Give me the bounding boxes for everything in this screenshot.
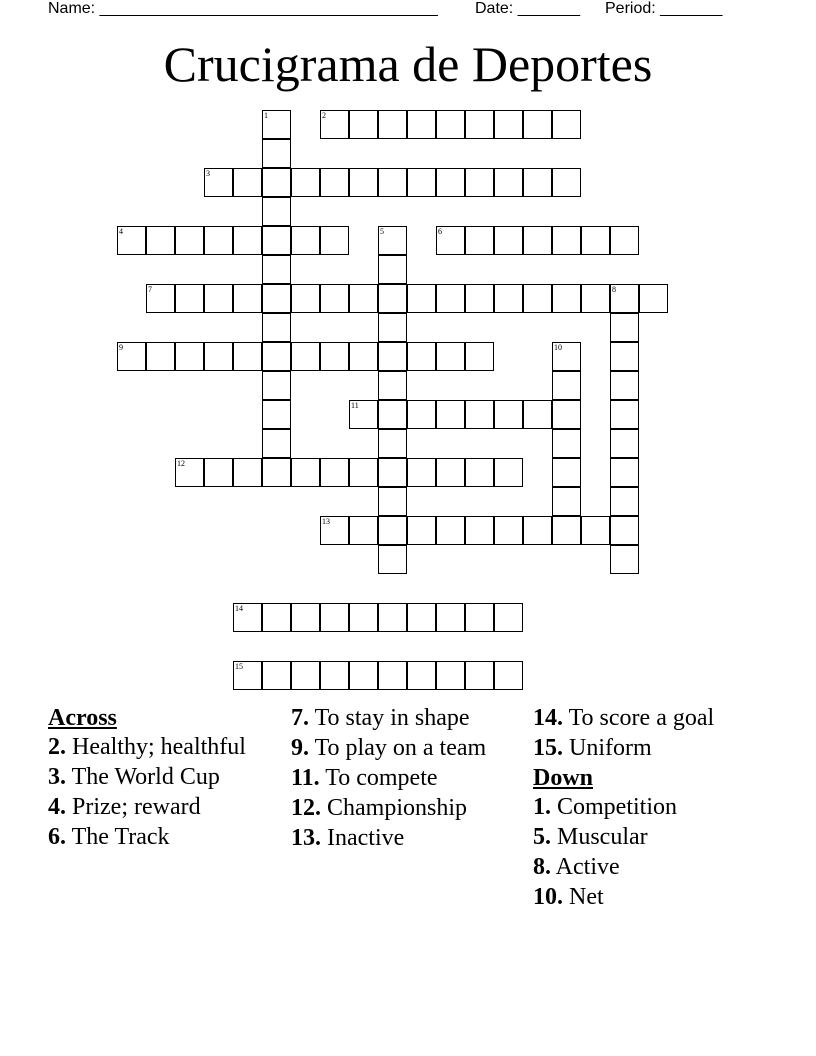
crossword-cell[interactable]	[175, 284, 204, 313]
crossword-cell[interactable]	[320, 342, 349, 371]
crossword-cell[interactable]	[465, 168, 494, 197]
crossword-cell[interactable]	[523, 168, 552, 197]
clue-number: 5	[380, 227, 384, 236]
crossword-cell[interactable]	[552, 429, 581, 458]
crossword-cell[interactable]	[494, 458, 523, 487]
crossword-cell[interactable]	[494, 603, 523, 632]
clue-number: 12	[177, 459, 185, 468]
crossword-cell[interactable]	[291, 342, 320, 371]
crossword-cell[interactable]	[320, 603, 349, 632]
crossword-cell[interactable]	[262, 255, 291, 284]
clue-across-7: 7. To stay in shape	[291, 705, 470, 731]
crossword-cell[interactable]	[610, 284, 639, 313]
crossword-cell[interactable]	[523, 400, 552, 429]
clue-across-11: 11. To compete	[291, 765, 438, 791]
crossword-cell[interactable]	[262, 458, 291, 487]
crossword-cell[interactable]	[552, 284, 581, 313]
crossword-cell[interactable]	[378, 313, 407, 342]
crossword-cell[interactable]	[262, 429, 291, 458]
crossword-cell[interactable]	[262, 168, 291, 197]
crossword-cell[interactable]	[552, 226, 581, 255]
crossword-cell[interactable]	[407, 284, 436, 313]
crossword-cell[interactable]	[320, 226, 349, 255]
crossword-cell[interactable]	[465, 226, 494, 255]
crossword-cell[interactable]	[262, 342, 291, 371]
crossword-cell[interactable]	[465, 110, 494, 139]
clue-number: 3	[206, 169, 210, 178]
clue-number: 4	[119, 227, 123, 236]
crossword-cell[interactable]	[610, 516, 639, 545]
crossword-cell[interactable]	[378, 110, 407, 139]
crossword-cell[interactable]	[436, 458, 465, 487]
name-field[interactable]: Name: ______________________________________	[48, 0, 438, 17]
crossword-cell[interactable]	[378, 487, 407, 516]
crossword-cell[interactable]	[610, 429, 639, 458]
crossword-cell[interactable]	[436, 168, 465, 197]
crossword-cell[interactable]	[204, 226, 233, 255]
clue-number: 15	[235, 662, 243, 671]
crossword-cell[interactable]	[610, 458, 639, 487]
clue-down-8: 8. Active	[533, 854, 620, 880]
crossword-cell[interactable]	[494, 516, 523, 545]
crossword-cell[interactable]	[349, 168, 378, 197]
crossword-cell[interactable]	[407, 458, 436, 487]
crossword-cell[interactable]	[291, 661, 320, 690]
crossword-cell[interactable]	[349, 661, 378, 690]
crossword-cell[interactable]	[581, 226, 610, 255]
crossword-cell[interactable]	[465, 603, 494, 632]
crossword-cell[interactable]	[349, 603, 378, 632]
clue-column-1	[48, 704, 248, 853]
clue-across-12: 12. Championship	[291, 795, 468, 821]
crossword-cell[interactable]	[639, 284, 668, 313]
crossword-cell[interactable]	[320, 284, 349, 313]
crossword-cell[interactable]	[349, 400, 378, 429]
crossword-cell[interactable]	[204, 168, 233, 197]
crossword-cell[interactable]	[233, 458, 262, 487]
crossword-cell[interactable]	[465, 400, 494, 429]
crossword-cell[interactable]	[233, 603, 262, 632]
crossword-cell[interactable]	[436, 516, 465, 545]
crossword-cell[interactable]	[610, 371, 639, 400]
crossword-cell[interactable]	[465, 458, 494, 487]
crossword-cell[interactable]	[117, 226, 146, 255]
crossword-cell[interactable]	[233, 661, 262, 690]
crossword-cell[interactable]	[204, 458, 233, 487]
crossword-cell[interactable]	[407, 661, 436, 690]
crossword-cell[interactable]	[407, 110, 436, 139]
crossword-cell[interactable]	[175, 226, 204, 255]
crossword-cell[interactable]	[378, 168, 407, 197]
crossword-cell[interactable]	[523, 516, 552, 545]
crossword-cell[interactable]	[320, 661, 349, 690]
crossword-cell[interactable]	[378, 371, 407, 400]
clue-column-3	[533, 704, 733, 913]
crossword-cell[interactable]	[610, 226, 639, 255]
crossword-cell[interactable]	[291, 458, 320, 487]
clue-number: 9	[119, 343, 123, 352]
crossword-cell[interactable]	[552, 168, 581, 197]
crossword-cell[interactable]	[233, 284, 262, 313]
crossword-cell[interactable]	[494, 226, 523, 255]
period-field[interactable]: Period: _______	[605, 0, 723, 17]
crossword-cell[interactable]	[552, 487, 581, 516]
clue-across-14: 14. To score a goal	[533, 705, 715, 731]
crossword-cell[interactable]	[436, 110, 465, 139]
crossword-cell[interactable]	[349, 458, 378, 487]
clue-across-13: 13. Inactive	[291, 825, 405, 851]
crossword-cell[interactable]	[581, 284, 610, 313]
clue-number: 11	[351, 401, 359, 410]
page-title: Crucigrama de Deportes	[163, 36, 653, 92]
crossword-cell[interactable]	[378, 458, 407, 487]
crossword-cell[interactable]	[349, 516, 378, 545]
crossword-cell[interactable]	[523, 110, 552, 139]
crossword-cell[interactable]	[407, 342, 436, 371]
crossword-cell[interactable]	[262, 313, 291, 342]
crossword-cell[interactable]	[610, 313, 639, 342]
crossword-cell[interactable]	[378, 661, 407, 690]
crossword-cell[interactable]	[523, 284, 552, 313]
crossword-cell[interactable]	[378, 429, 407, 458]
clue-number: 7	[148, 285, 152, 294]
crossword-cell[interactable]	[291, 603, 320, 632]
crossword-cell[interactable]	[291, 284, 320, 313]
crossword-cell[interactable]	[175, 342, 204, 371]
crossword-cell[interactable]	[407, 516, 436, 545]
date-field[interactable]: Date: _______	[475, 0, 580, 17]
crossword-cell[interactable]	[262, 226, 291, 255]
crossword-cell[interactable]	[146, 342, 175, 371]
crossword-cell[interactable]	[320, 110, 349, 139]
clue-down-1: 1. Competition	[533, 794, 677, 820]
crossword-cell[interactable]	[146, 226, 175, 255]
crossword-cell[interactable]	[262, 110, 291, 139]
crossword-cell[interactable]	[581, 516, 610, 545]
crossword-cell[interactable]	[291, 168, 320, 197]
crossword-cell[interactable]	[378, 545, 407, 574]
crossword-cell[interactable]	[610, 487, 639, 516]
crossword-cell[interactable]	[552, 371, 581, 400]
crossword-cell[interactable]	[610, 342, 639, 371]
crossword-cell[interactable]	[204, 284, 233, 313]
crossword-cell[interactable]	[465, 661, 494, 690]
crossword-cell[interactable]	[233, 226, 262, 255]
clue-across-4: 4. Prize; reward	[48, 794, 201, 820]
clue-number: 14	[235, 604, 243, 613]
crossword-cell[interactable]	[436, 284, 465, 313]
crossword-cell[interactable]	[465, 342, 494, 371]
crossword-cell[interactable]	[262, 661, 291, 690]
crossword-cell[interactable]	[320, 168, 349, 197]
clue-across-3: 3. The World Cup	[48, 764, 220, 790]
crossword-cell[interactable]	[233, 168, 262, 197]
across-heading: Across	[48, 705, 117, 731]
clue-down-5: 5. Muscular	[533, 824, 648, 850]
clue-across-9: 9. To play on a team	[291, 735, 487, 761]
clue-number: 10	[554, 343, 562, 352]
crossword-cell[interactable]	[378, 342, 407, 371]
clue-number: 2	[322, 111, 326, 120]
crossword-cell[interactable]	[552, 342, 581, 371]
crossword-cell[interactable]	[552, 110, 581, 139]
crossword-cell[interactable]	[552, 458, 581, 487]
crossword-cell[interactable]	[262, 603, 291, 632]
crossword-cell[interactable]	[378, 226, 407, 255]
crossword-cell[interactable]	[262, 284, 291, 313]
clue-across-2: 2. Healthy; healthful	[48, 734, 246, 760]
crossword-cell[interactable]	[436, 603, 465, 632]
crossword-cell[interactable]	[291, 226, 320, 255]
crossword-cell[interactable]	[349, 110, 378, 139]
crossword-cell[interactable]	[436, 226, 465, 255]
crossword-cell[interactable]	[494, 400, 523, 429]
clue-number: 8	[612, 285, 616, 294]
crossword-cell[interactable]	[378, 400, 407, 429]
crossword-cell[interactable]	[436, 661, 465, 690]
crossword-cell[interactable]	[175, 458, 204, 487]
crossword-cell[interactable]	[465, 284, 494, 313]
clue-number: 6	[438, 227, 442, 236]
crossword-cell[interactable]	[494, 284, 523, 313]
crossword-cell[interactable]	[378, 516, 407, 545]
crossword-cell[interactable]	[494, 168, 523, 197]
crossword-cell[interactable]	[552, 516, 581, 545]
crossword-cell[interactable]	[233, 342, 262, 371]
crossword-cell[interactable]	[494, 661, 523, 690]
crossword-cell[interactable]	[523, 226, 552, 255]
clue-number: 13	[322, 517, 330, 526]
crossword-cell[interactable]	[320, 516, 349, 545]
crossword-cell[interactable]	[320, 458, 349, 487]
crossword-cell[interactable]	[262, 197, 291, 226]
crossword-cell[interactable]	[407, 603, 436, 632]
crossword-cell[interactable]	[465, 516, 494, 545]
crossword-cell[interactable]	[204, 342, 233, 371]
crossword-cell[interactable]	[378, 284, 407, 313]
crossword-cell[interactable]	[146, 284, 175, 313]
crossword-cell[interactable]	[378, 255, 407, 284]
crossword-cell[interactable]	[262, 371, 291, 400]
clue-number: 1	[264, 111, 268, 120]
clue-down-10: 10. Net	[533, 884, 604, 910]
crossword-cell[interactable]	[552, 400, 581, 429]
crossword-cell[interactable]	[436, 342, 465, 371]
crossword-cell[interactable]	[610, 400, 639, 429]
crossword-cell[interactable]	[494, 110, 523, 139]
clue-across-15: 15. Uniform	[533, 735, 652, 761]
crossword-cell[interactable]	[349, 342, 378, 371]
clue-across-6: 6. The Track	[48, 824, 170, 850]
crossword-cell[interactable]	[262, 400, 291, 429]
crossword-cell[interactable]	[407, 400, 436, 429]
crossword-cell[interactable]	[378, 603, 407, 632]
crossword-cell[interactable]	[407, 168, 436, 197]
crossword-cell[interactable]	[349, 284, 378, 313]
crossword-cell[interactable]	[117, 342, 146, 371]
crossword-cell[interactable]	[262, 139, 291, 168]
clue-column-2	[291, 704, 511, 854]
crossword-cell[interactable]	[610, 545, 639, 574]
down-heading: Down	[533, 765, 594, 791]
crossword-cell[interactable]	[436, 400, 465, 429]
